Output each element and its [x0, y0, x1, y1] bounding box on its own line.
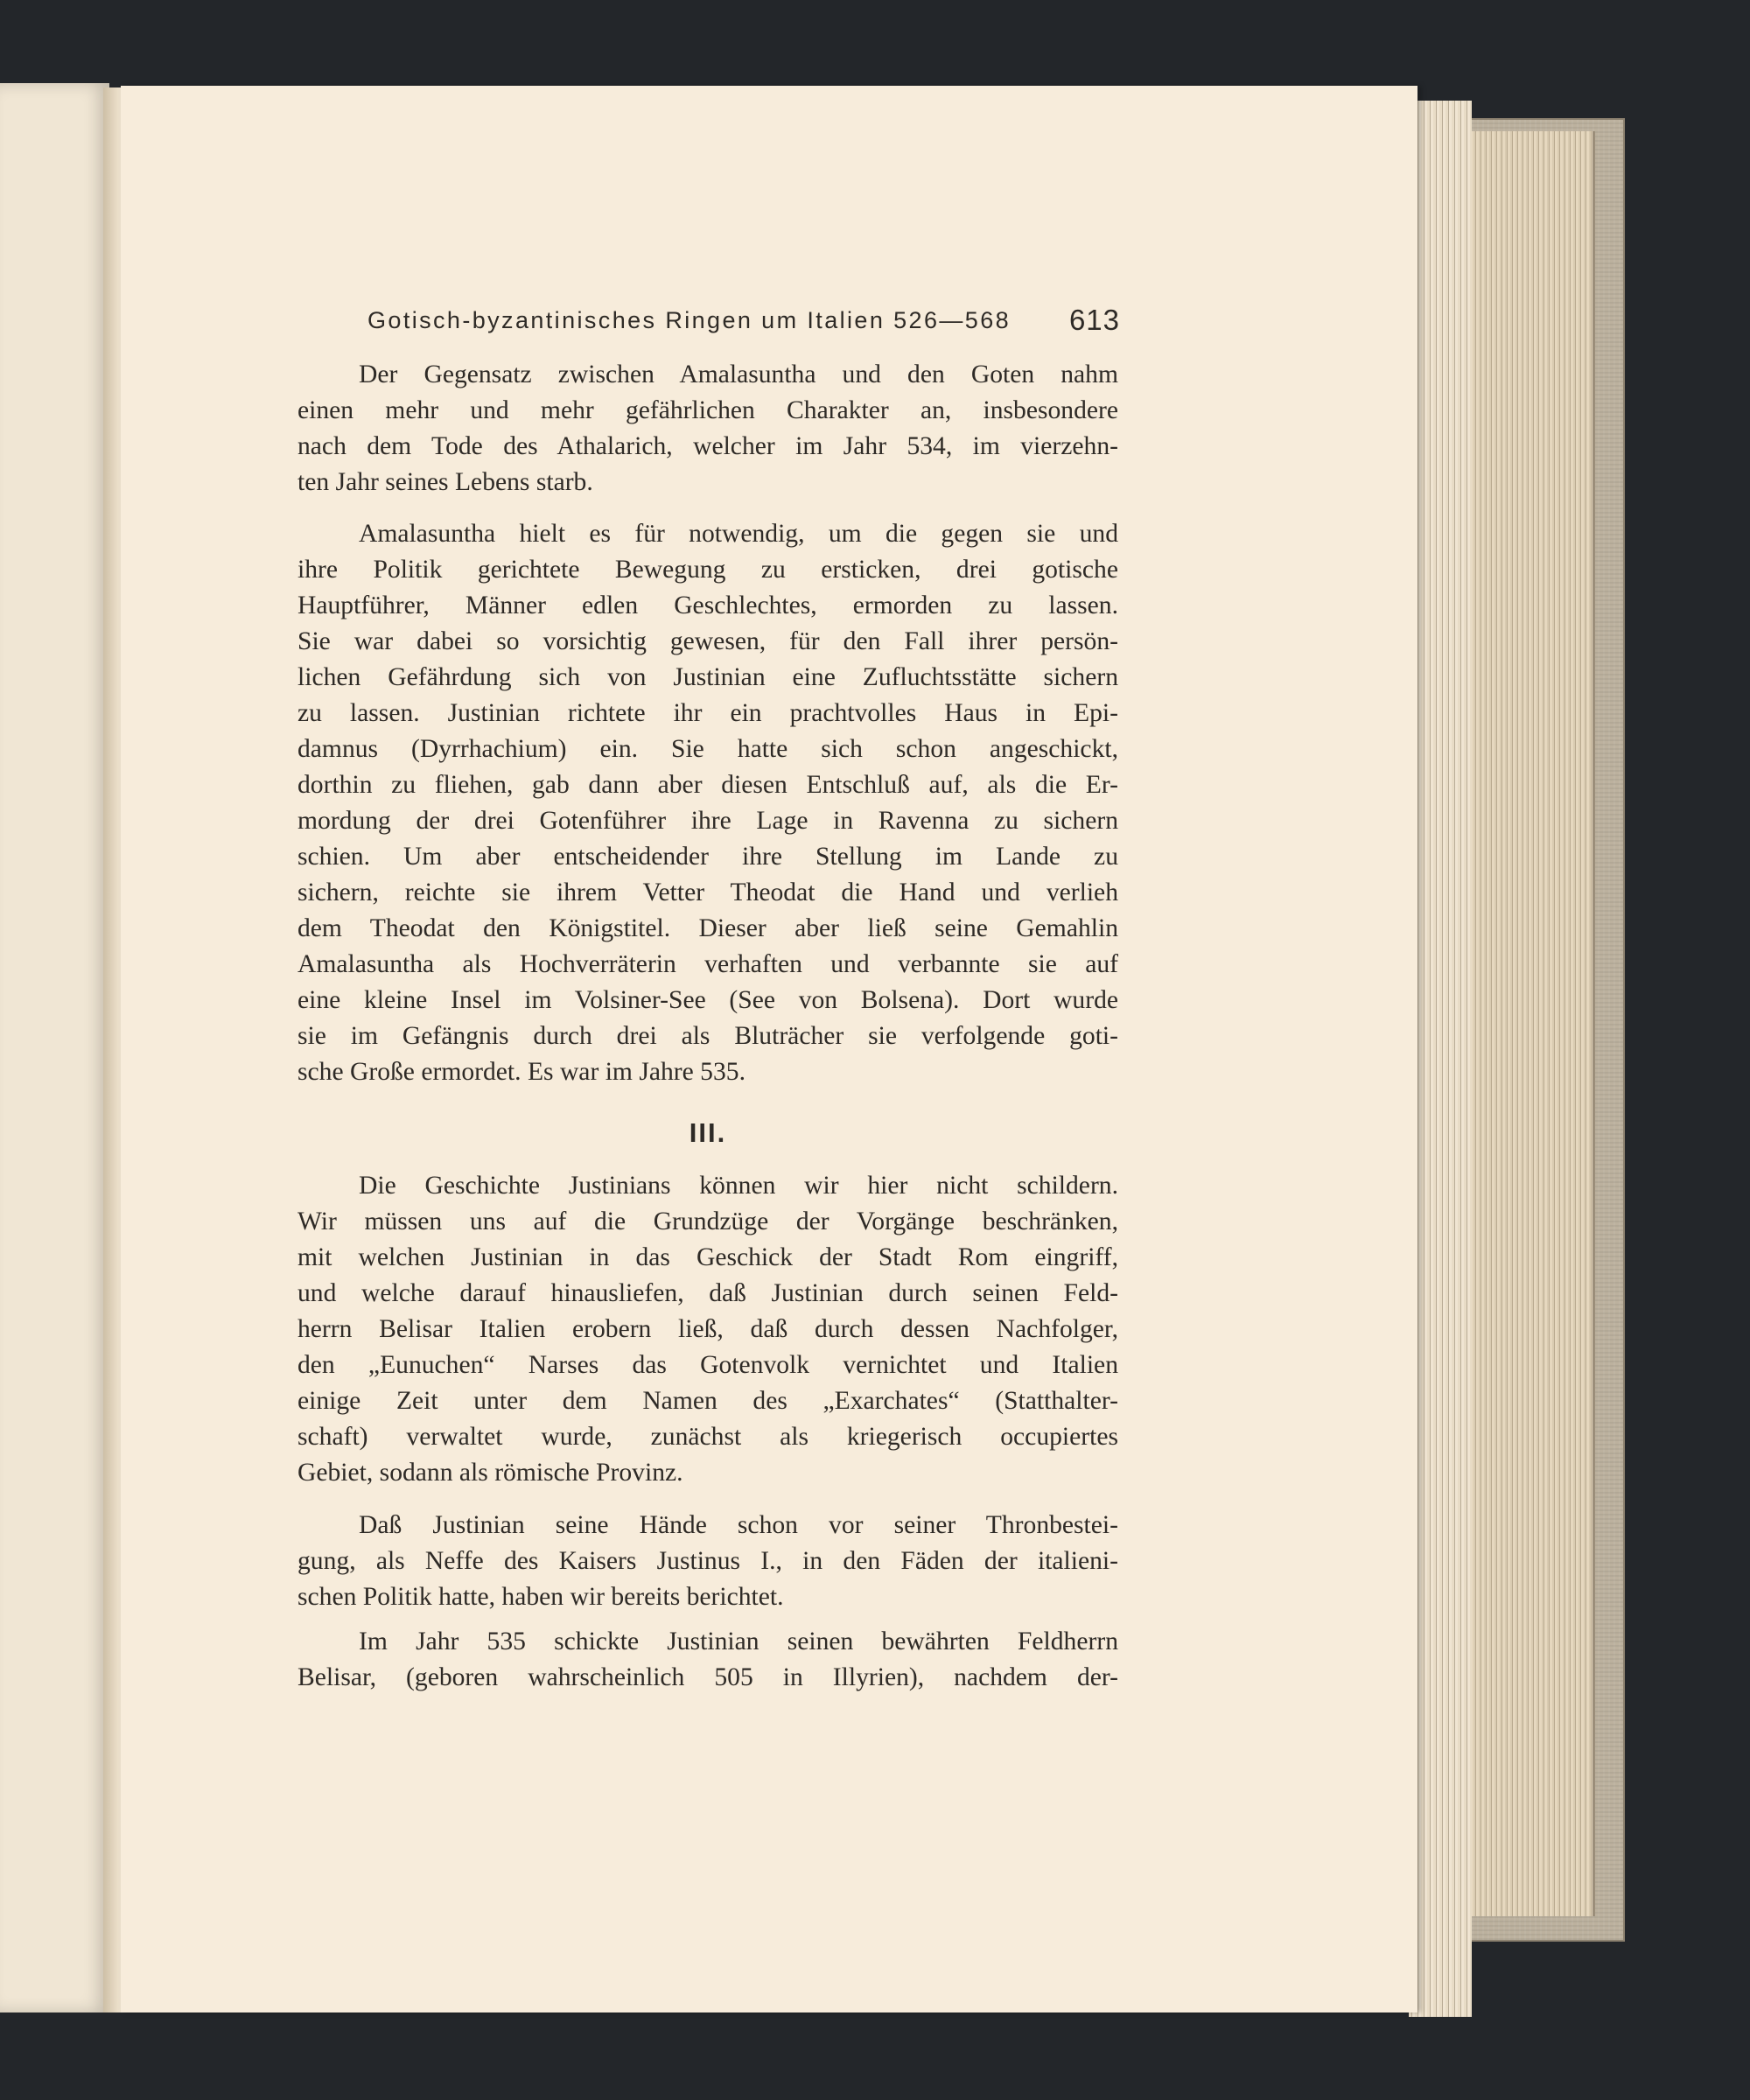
text-line: mit welchen Justinian in das Geschick der Stadt Rom eingriff,: [298, 1243, 1118, 1271]
text-line: mordung der drei Gotenführer ihre Lage in Ravenna zu sichern: [298, 807, 1118, 835]
text-line: Die Geschichte Justinians können wir hier nicht schildern.: [359, 1172, 1118, 1200]
text-line: zu lassen. Justinian richtete ihr ein prachtvolles Haus in Epi-: [298, 699, 1118, 727]
text-line: Amalasuntha als Hochverräterin verhaften und verbannte sie auf: [298, 950, 1118, 978]
text-line: Im Jahr 535 schickte Justinian seinen bewährten Feldherrn: [359, 1628, 1118, 1656]
paragraph-5: [298, 1624, 1118, 1696]
left-page-edge: [0, 83, 109, 2012]
text-line: Daß Justinian seine Hände schon vor seiner Thronbestei-: [359, 1511, 1118, 1539]
text-line: sichern, reichte sie ihrem Vetter Theodat die Hand und verlieh: [298, 878, 1118, 906]
paragraph-1: [298, 357, 1118, 500]
text-line: dorthin zu fliehen, gab dann aber diesen Entschluß auf, als die Er-: [298, 771, 1118, 799]
text-line: den „Eunuchen“ Narses das Gotenvolk vernichtet und Italien: [298, 1351, 1118, 1379]
text-line: nach dem Tode des Athalarich, welcher im Jahr 534, im vierzehn-: [298, 432, 1118, 460]
text-line: sie im Gefängnis durch drei als Bluträcher sie verfolgende goti-: [298, 1022, 1118, 1050]
text-line: lichen Gefährdung sich von Justinian eine Zufluchtsstätte sichern: [298, 663, 1118, 691]
text-line: Hauptführer, Männer edlen Geschlechtes, ermorden zu lassen.: [298, 592, 1118, 620]
section-heading: III.: [689, 1117, 727, 1148]
paragraph-3: [298, 1168, 1118, 1491]
page-edges: [1409, 101, 1472, 2017]
paragraph-4: [298, 1508, 1118, 1615]
text-line: und welche darauf hinausliefen, daß Justinian durch seinen Feld-: [298, 1279, 1118, 1307]
text-line: ten Jahr seines Lebens starb.: [298, 468, 593, 496]
page-number: 613: [1068, 304, 1120, 336]
running-head: [368, 304, 1120, 339]
text-line: gung, als Neffe des Kaisers Justinus I., in den Fäden der italieni-: [298, 1547, 1118, 1575]
running-head-title: Gotisch-byzantinisches Ringen um Italien 526—568: [368, 307, 1012, 333]
text-line: Der Gegensatz zwischen Amalasuntha und den Goten nahm: [359, 360, 1118, 388]
text-line: Wir müssen uns auf die Grundzüge der Vorgänge beschränken,: [298, 1208, 1118, 1236]
text-line: Gebiet, sodann als römische Provinz.: [298, 1459, 683, 1487]
stacked-page-edges: [1452, 131, 1595, 1916]
text-line: schien. Um aber entscheidender ihre Stellung im Lande zu: [298, 843, 1118, 871]
text-line: Belisar, (geboren wahrscheinlich 505 in Illyrien), nachdem der-: [298, 1663, 1118, 1691]
text-line: eine kleine Insel im Volsiner-See (See von Bolsena). Dort wurde: [298, 986, 1118, 1014]
text-line: einige Zeit unter dem Namen des „Exarchates“ (Statthalter-: [298, 1387, 1118, 1415]
text-line: damnus (Dyrrhachium) ein. Sie hatte sich schon angeschickt,: [298, 735, 1118, 763]
text-line: sche Große ermordet. Es war im Jahre 535.: [298, 1058, 746, 1086]
text-line: dem Theodat den Königstitel. Dieser aber ließ seine Gemahlin: [298, 914, 1118, 942]
text-line: einen mehr und mehr gefährlichen Charakter an, insbesondere: [298, 396, 1118, 424]
text-line: schen Politik hatte, haben wir bereits berichtet.: [298, 1583, 784, 1611]
text-line: herrn Belisar Italien erobern ließ, daß durch dessen Nachfolger,: [298, 1315, 1118, 1343]
paragraph-2: [298, 516, 1118, 1090]
text-line: Sie war dabei so vorsichtig gewesen, für den Fall ihrer persön-: [298, 627, 1118, 655]
text-line: ihre Politik gerichtete Bewegung zu ersticken, drei gotische: [298, 556, 1118, 584]
text-line: Amalasuntha hielt es für notwendig, um die gegen sie und: [359, 520, 1118, 548]
text-line: schaft) verwaltet wurde, zunächst als kriegerisch occupiertes: [298, 1423, 1118, 1451]
